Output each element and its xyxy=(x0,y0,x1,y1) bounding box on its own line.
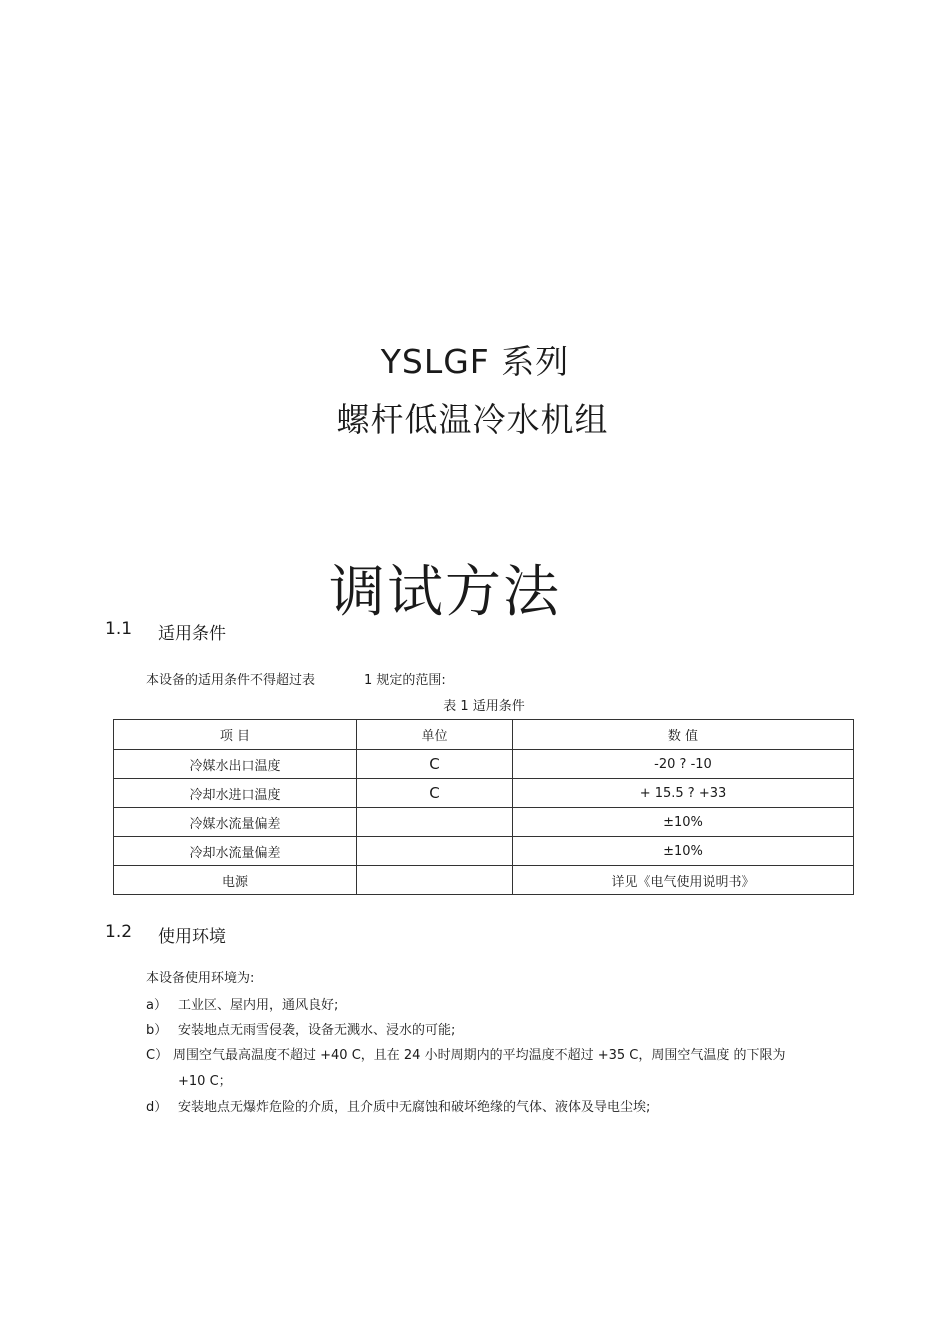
table-row xyxy=(114,808,854,837)
section-number: 1.1 xyxy=(105,619,133,639)
section-number: 1.2 xyxy=(105,922,133,942)
list-item-continuation: +10 C； xyxy=(178,1074,232,1089)
header-item: 项 目 xyxy=(114,720,357,750)
cell-unit: C xyxy=(357,750,513,779)
cell-unit xyxy=(357,866,513,895)
table-row xyxy=(114,866,854,895)
cell-unit xyxy=(357,837,513,866)
series-title: YSLGF 系列 xyxy=(380,342,570,381)
table-row xyxy=(114,750,854,779)
table-row xyxy=(114,837,854,866)
cell-unit xyxy=(357,808,513,837)
list-item-marker: d） xyxy=(146,1100,168,1115)
list-item: 安装地点无爆炸危险的介质，且介质中无腐蚀和破坏绝缘的气体、液体及导电尘埃; xyxy=(178,1100,651,1115)
cell-item: 冷却水流量偏差 xyxy=(114,837,357,866)
section-intro-continued: 1 规定的范围: xyxy=(364,673,446,688)
conditions-table xyxy=(113,719,854,895)
document-title: 调试方法 xyxy=(329,560,561,625)
table-caption: 表 1 适用条件 xyxy=(443,699,525,714)
cell-value: -20 ? -10 xyxy=(513,750,854,779)
section-intro: 本设备的适用条件不得超过表 xyxy=(146,673,316,688)
table-row xyxy=(114,779,854,808)
list-item-marker: a） xyxy=(146,998,167,1013)
cell-value: 详见《电气使用说明书》 xyxy=(513,866,854,895)
cell-value: + 15.5 ? +33 xyxy=(513,779,854,808)
section-title: 使用环境 xyxy=(158,927,226,947)
cell-item: 冷媒水流量偏差 xyxy=(114,808,357,837)
cell-item: 电源 xyxy=(114,866,357,895)
header-unit: 单位 xyxy=(357,720,513,750)
section-intro: 本设备使用环境为: xyxy=(146,971,255,986)
cell-value: ±10% xyxy=(513,808,854,837)
cell-value: ±10% xyxy=(513,837,854,866)
cell-item: 冷媒水出口温度 xyxy=(114,750,357,779)
product-title: 螺杆低温冷水机组 xyxy=(336,400,609,439)
list-item: 安装地点无雨雪侵袭，设备无溅水、浸水的可能; xyxy=(178,1023,456,1038)
table-header-row xyxy=(114,720,854,750)
section-title: 适用条件 xyxy=(158,624,226,644)
cell-item: 冷却水进口温度 xyxy=(114,779,357,808)
header-value: 数 值 xyxy=(513,720,854,750)
list-item-marker: C） xyxy=(146,1048,169,1063)
cell-unit: C xyxy=(357,779,513,808)
list-item-marker: b） xyxy=(146,1023,168,1038)
list-item: 周围空气最高温度不超过 +40 C，且在 24 小时周期内的平均温度不超过 +35 C，周围空气温度 的下限为 xyxy=(173,1048,786,1063)
list-item: 工业区、屋内用，通风良好; xyxy=(178,998,339,1013)
